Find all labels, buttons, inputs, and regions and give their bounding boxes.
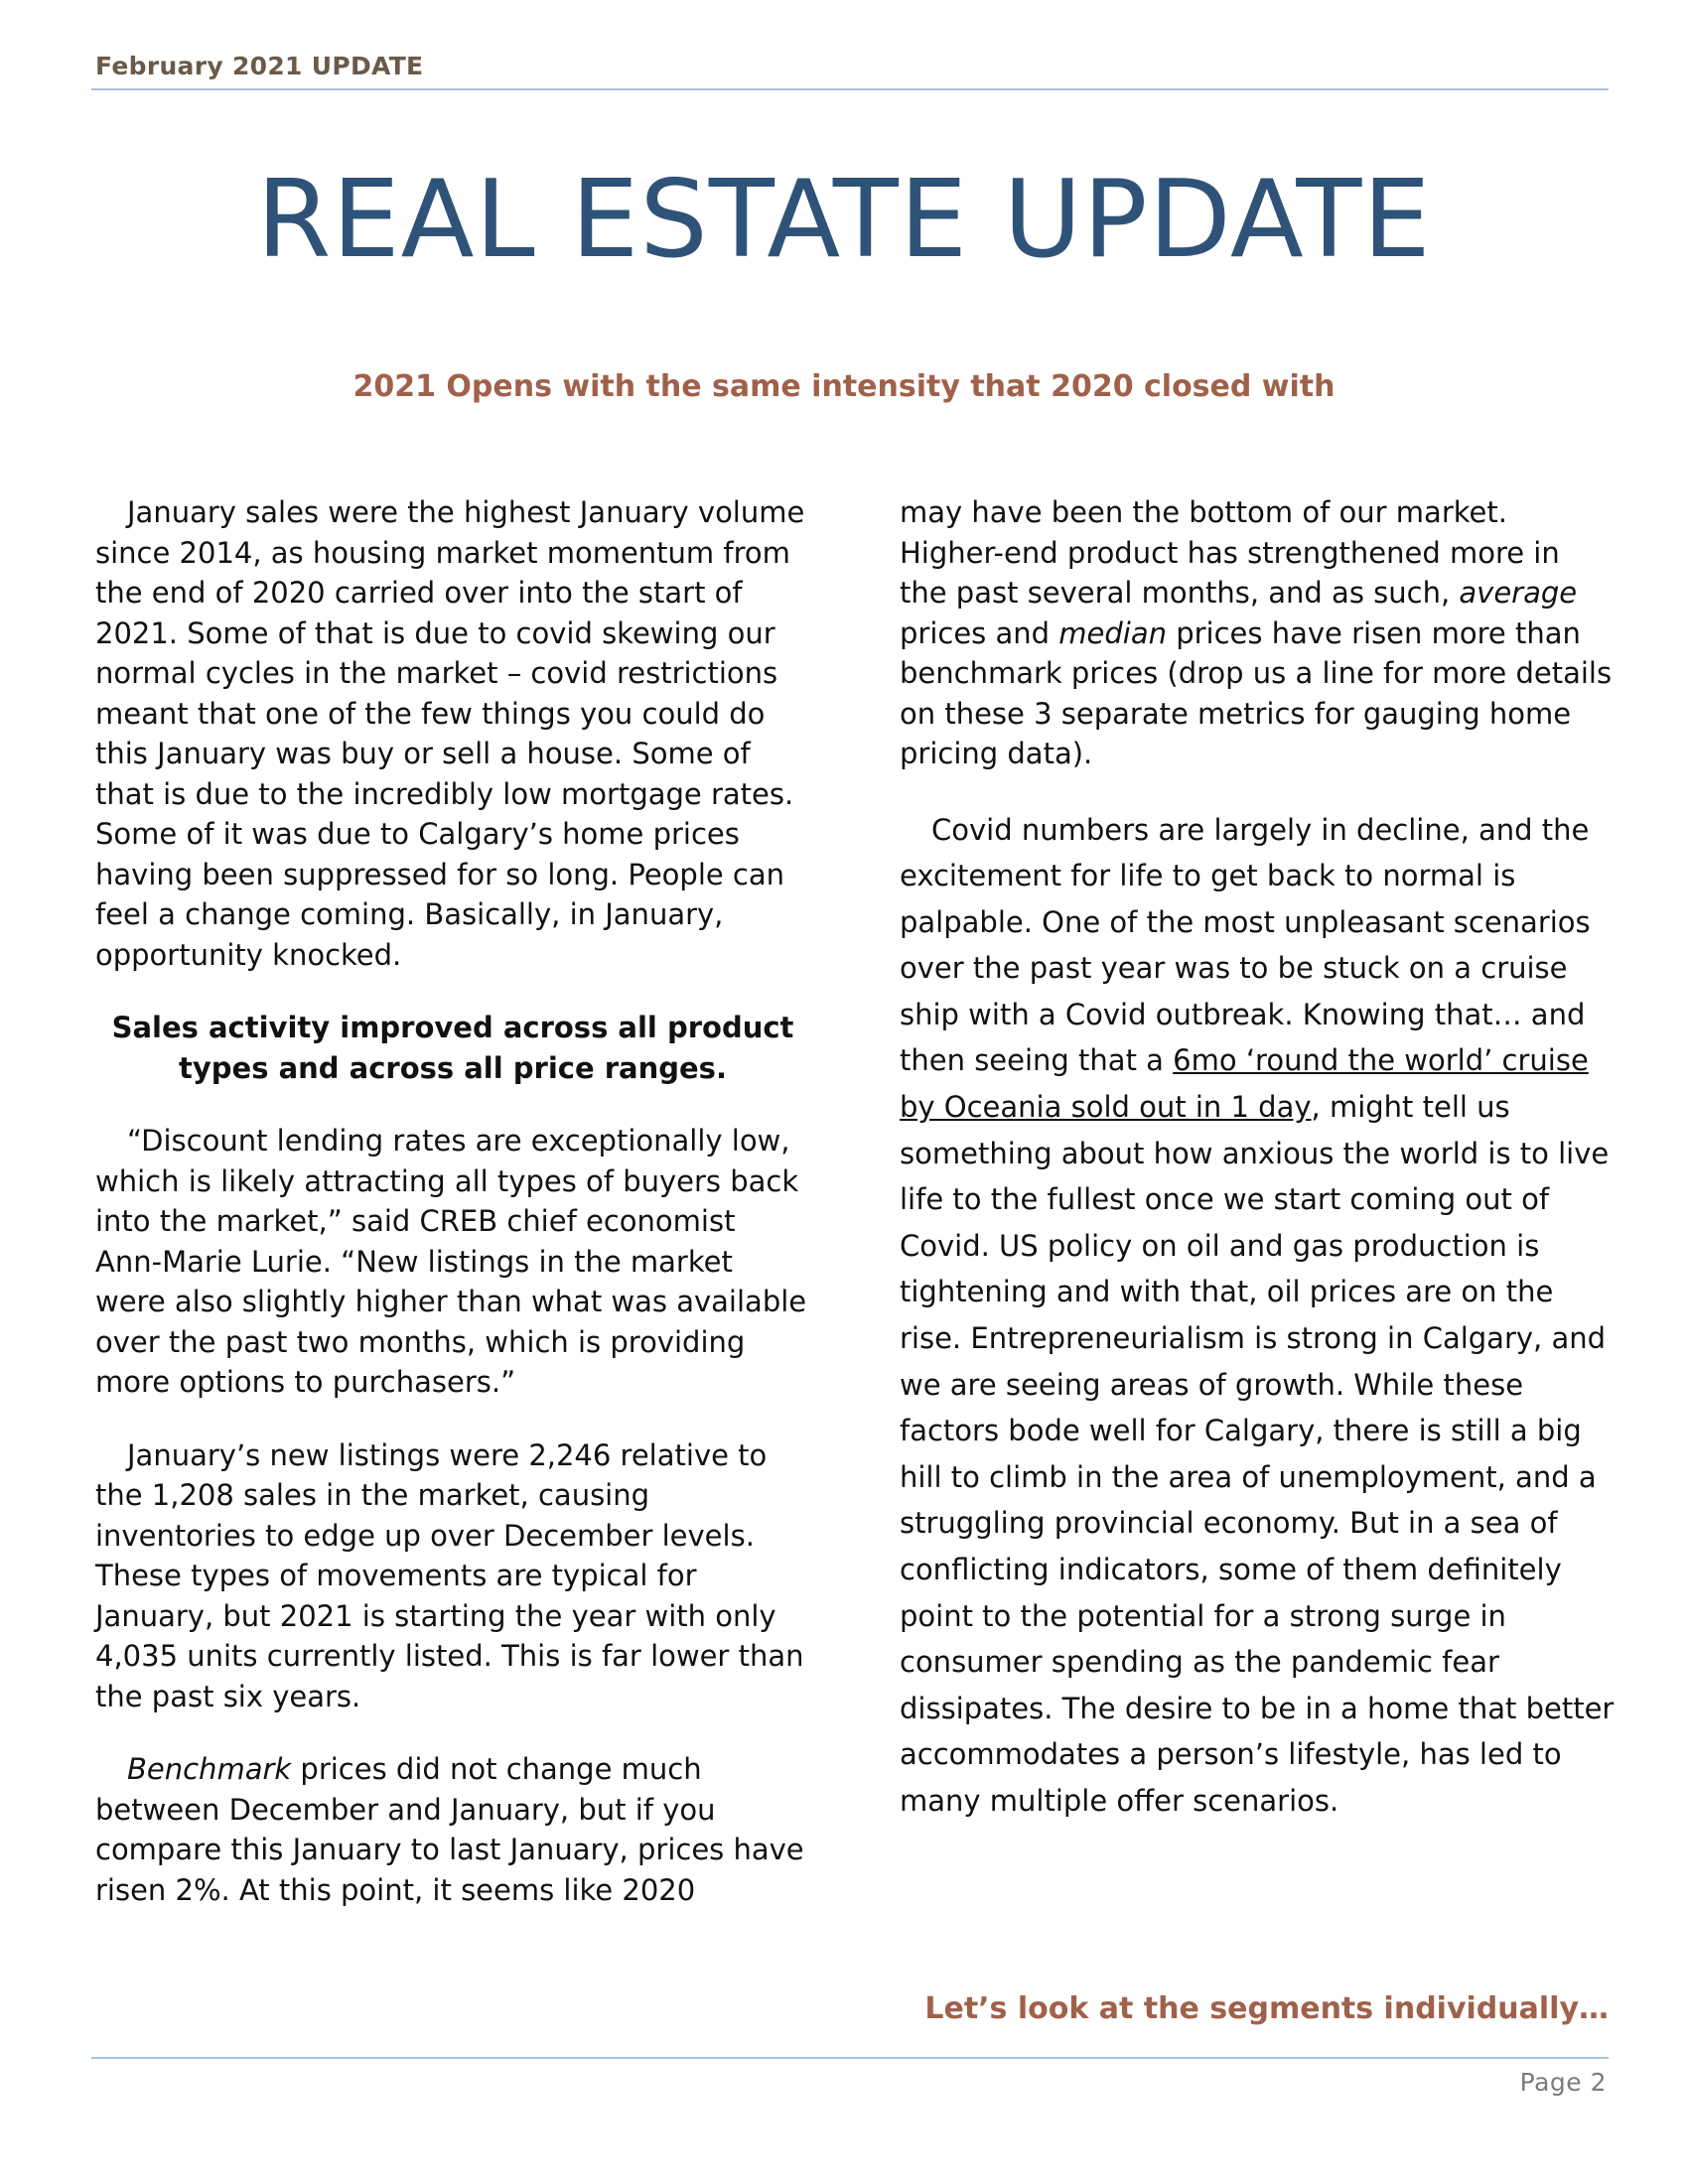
average-term: average — [1459, 576, 1578, 610]
left-paragraph-3: January’s new listings were 2,246 relative to the 1,208 sales in the market, causing inventories to edge up over December levels. These types of movements are typical for January, but 2021 is starting the year with only 4,035 units currently listed. This is far lower than the past six years. — [95, 1437, 804, 1713]
right-paragraph-2-text-b: , might tell us something about how anxious the world is to live life to the fullest once we start coming out of Covid. US policy on oil and gas production is tightening and with that, oil prices are on the rise. Entrepreneurialism is strong in Calgary, and we are seeing areas of growth. While these factors bode well for Calgary, there is still a big hill to climb in the area of unemployment, and a struggling provincial economy. But in a sea of conflicting indicators, some of them definitely point to the potential for a strong surge in consumer spending as the pandemic fear dissipates. The desire to be in a home that better accommodates a person’s lifestyle, has led to many multiple offer scenarios. — [900, 1090, 1615, 1818]
page-number: Page 2 — [1519, 2068, 1607, 2097]
right-column — [900, 492, 1615, 1857]
left-paragraph-2: “Discount lending rates are exceptionally low, which is likely attracting all types of buyers back into the market,” said CREB chief economist Ann-Marie Lurie. “New listings in the market were also slightly higher than what was available over the past two months, which is providing more options to purchasers.” — [95, 1124, 807, 1399]
oceania-cruise-link[interactable]: 6mo ‘round the world’ cruise by Oceania sold out in 1 day — [900, 1043, 1589, 1125]
right-paragraph-2-text-a: Covid numbers are largely in decline, and the excitement for life to get back to normal is palpable. One of the most unpleasant scenarios over the past year was to be stuck on a cruise ship with a Covid outbreak. Knowing that… and then seeing that a — [900, 812, 1591, 1078]
segments-cta: Let’s look at the segments individually… — [924, 1991, 1609, 2026]
right-paragraph-2 — [900, 807, 1615, 1825]
left-paragraph-1: January sales were the highest January volume since 2014, as housing market momentum from the end of 2020 carried over into the start of 2021. Some of that is due to covid skewing our normal cycles in the market – covid restrictions meant that one of the few things you could do this January was buy or sell a house. Some of that is due to the incredibly low mortgage rates. Some of it was due to Calgary’s home prices having been suppressed for so long. People can feel a change coming. Basically, in January, opportunity knocked. — [95, 495, 805, 972]
header-label: February 2021 UPDATE — [95, 52, 424, 80]
right-paragraph-1-text-b: prices and — [900, 615, 1059, 650]
right-paragraph-1-text-a: may have been the bottom of our market. Higher-end product has strengthened more in the past several months, and as such, — [900, 495, 1560, 610]
header-rule — [91, 88, 1609, 90]
right-paragraph-1-text-c: prices have risen more than benchmark prices (drop us a line for more details on these 3 separate metrics for gauging home pricing data). — [900, 615, 1613, 770]
benchmark-term: Benchmark — [127, 1752, 292, 1786]
page-title: REAL ESTATE UPDATE — [256, 158, 1432, 282]
median-term: median — [1058, 615, 1167, 650]
left-paragraph-4 — [95, 1749, 810, 1910]
page-subtitle: 2021 Opens with the same intensity that 2020 closed with — [352, 369, 1336, 404]
right-paragraph-1 — [900, 492, 1615, 774]
section-heading: Sales activity improved across all product types and across all price ranges. — [111, 1011, 794, 1085]
footer-rule — [91, 2057, 1609, 2059]
left-paragraph-4-text: prices did not change much between December and January, but if you compare this January to last January, prices have risen 2%. At this point, it seems like 2020 — [95, 1752, 804, 1907]
left-column — [95, 492, 810, 1943]
